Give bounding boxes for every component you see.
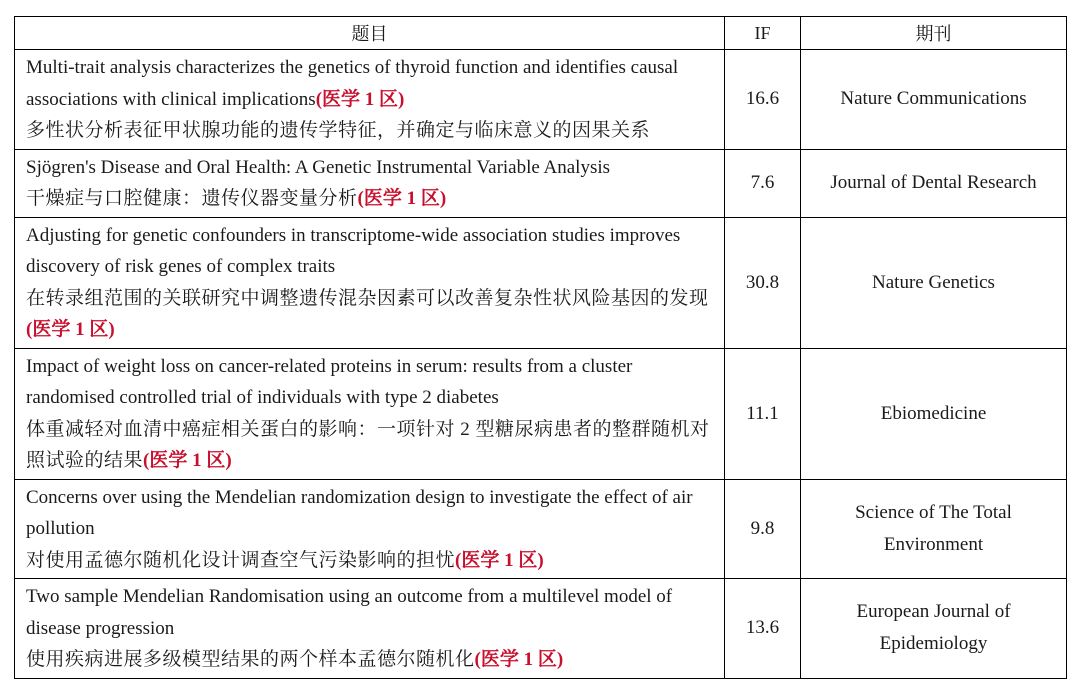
title-cell [15, 579, 725, 679]
impact-factor: 16.6 [725, 50, 801, 150]
journal-name: Science of The Total Environment [801, 479, 1067, 579]
title-cell [15, 348, 725, 479]
journal-name: European Journal of Epidemiology [801, 579, 1067, 679]
table-row [15, 50, 1067, 150]
table-header-row [15, 17, 1067, 50]
title-en: Impact of weight loss on cancer-related proteins in serum: results from a cluster randomised controlled trial of individuals with type 2 diabetes [26, 355, 633, 408]
title-en: Multi-trait analysis characterizes the genetics of thyroid function and identifies causal associations with clinical implications [26, 57, 679, 110]
table-row [15, 579, 1067, 679]
title-en: Sjögren's Disease and Oral Health: A Genetic Instrumental Variable Analysis [26, 156, 611, 178]
table-row [15, 217, 1067, 348]
title-en: Adjusting for genetic confounders in transcriptome-wide association studies improves discovery of risk genes of complex traits [26, 224, 681, 277]
title-zh: 使用疾病进展多级模型结果的两个样本孟德尔随机化 [26, 649, 475, 670]
journal-name: Nature Communications [801, 50, 1067, 150]
journal-name: Journal of Dental Research [801, 149, 1067, 217]
zone-tag: (医学 1 区) [474, 649, 564, 670]
zone-tag: (医学 1 区) [143, 450, 232, 471]
impact-factor: 13.6 [725, 579, 801, 679]
title-zh: 干燥症与口腔健康：遗传仪器变量分析 [26, 188, 358, 209]
journal-name: Ebiomedicine [801, 348, 1067, 479]
impact-factor: 7.6 [725, 149, 801, 217]
header-journal: 期刊 [801, 17, 1067, 50]
impact-factor: 11.1 [725, 348, 801, 479]
title-cell [15, 50, 725, 150]
journal-name: Nature Genetics [801, 217, 1067, 348]
title-zh: 多性状分析表征甲状腺功能的遗传学特征，并确定与临床意义的因果关系 [26, 120, 651, 141]
header-title: 题目 [15, 17, 725, 50]
zone-tag: (医学 1 区) [357, 188, 447, 209]
title-cell [15, 479, 725, 579]
title-zh: 体重减轻对血清中癌症相关蛋白的影响：一项针对 2 型糖尿病患者的整群随机对照试验的结果 [26, 418, 710, 471]
table-row [15, 149, 1067, 217]
title-cell [15, 217, 725, 348]
zone-tag: (医学 1 区) [455, 549, 544, 571]
table-row [15, 348, 1067, 479]
title-zh: 对使用孟德尔随机化设计调查空气污染影响的担忧 [26, 549, 456, 571]
title-zh: 在转录组范围的关联研究中调整遗传混杂因素可以改善复杂性状风险基因的发现 [26, 287, 709, 309]
impact-factor: 9.8 [725, 479, 801, 579]
zone-tag: (医学 1 区) [315, 88, 405, 110]
zone-tag: (医学 1 区) [26, 319, 115, 340]
title-en: Concerns over using the Mendelian randomization design to investigate the effect of air pollution [26, 486, 693, 539]
title-en: Two sample Mendelian Randomisation using an outcome from a multilevel model of disease progression [26, 586, 673, 639]
header-if: IF [725, 17, 801, 50]
title-cell [15, 149, 725, 217]
impact-factor: 30.8 [725, 217, 801, 348]
table-row [15, 479, 1067, 579]
papers-table [14, 16, 1067, 679]
